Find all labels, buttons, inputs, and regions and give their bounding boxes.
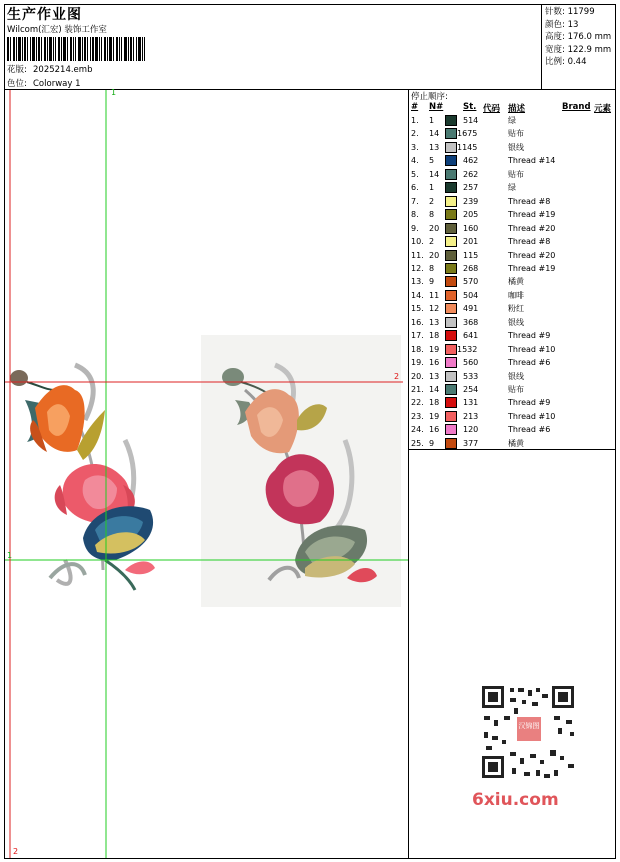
watermark-text: 6xiu.com	[472, 790, 559, 810]
row-index: 12.	[411, 263, 424, 273]
marker-bottom-red: 2	[13, 847, 19, 856]
row-color-swatch	[445, 424, 457, 435]
row-description: Thread #14	[508, 156, 556, 166]
row-stitches: 491	[463, 304, 479, 314]
row-needle: 2	[429, 237, 435, 247]
row-description: 橘黄	[508, 438, 524, 448]
row-description: 绿	[508, 116, 516, 125]
table-row	[409, 317, 615, 330]
row-description: 银线	[508, 317, 524, 327]
row-stitches: 115	[463, 250, 479, 260]
row-stitches: 257	[463, 183, 479, 193]
row-description: Thread #9	[508, 331, 551, 341]
row-color-swatch	[445, 290, 457, 301]
design-scale: 比例: 0.44	[545, 57, 587, 68]
table-row	[409, 182, 615, 195]
row-stitches: 1675	[457, 129, 478, 139]
row-color-swatch	[445, 411, 457, 422]
row-index: 23.	[411, 411, 424, 421]
row-stitches: 268	[463, 263, 479, 273]
row-needle: 12	[429, 304, 440, 314]
table-row	[409, 344, 615, 357]
row-stitches: 262	[463, 169, 479, 179]
row-description: Thread #20	[508, 250, 556, 260]
row-stitches: 160	[463, 223, 479, 233]
row-color-swatch	[445, 155, 457, 166]
table-row	[409, 397, 615, 410]
row-stitches: 514	[463, 116, 479, 125]
row-color-swatch	[445, 330, 457, 341]
row-color-swatch	[445, 209, 457, 220]
row-index: 3.	[411, 142, 419, 152]
row-needle: 13	[429, 142, 440, 152]
row-description: 贴布	[508, 169, 524, 179]
row-needle: 1	[429, 116, 435, 125]
table-row	[409, 276, 615, 289]
table-row	[409, 303, 615, 316]
row-description: Thread #8	[508, 237, 551, 247]
stop-sequence-header	[409, 102, 615, 113]
row-needle: 20	[429, 223, 440, 233]
row-color-swatch	[445, 303, 457, 314]
row-description: 粉红	[508, 304, 524, 314]
row-index: 9.	[411, 223, 419, 233]
row-color-swatch	[445, 276, 457, 287]
row-index: 8.	[411, 210, 419, 220]
row-needle: 19	[429, 344, 440, 354]
row-color-swatch	[445, 384, 457, 395]
table-row	[409, 155, 615, 168]
marker-right-red: 2	[394, 372, 400, 381]
row-index: 1.	[411, 116, 419, 125]
row-color-swatch	[445, 357, 457, 368]
row-index: 5.	[411, 169, 419, 179]
row-index: 13.	[411, 277, 424, 287]
row-description: Thread #9	[508, 398, 551, 408]
row-needle: 5	[429, 156, 435, 166]
color-count: 颜色: 13	[545, 19, 579, 30]
row-description: 橘黄	[508, 277, 524, 287]
colorway-value: Colorway 1	[33, 79, 81, 89]
row-color-swatch	[445, 196, 457, 207]
row-needle: 14	[429, 169, 440, 179]
company-name: Wilcom(汇宏) 装饰工作室	[7, 25, 107, 35]
row-stitches: 504	[463, 290, 479, 300]
table-row	[409, 330, 615, 343]
row-index: 15.	[411, 304, 424, 314]
row-index: 16.	[411, 317, 424, 327]
marker-top-green: 1	[111, 88, 117, 97]
row-needle: 20	[429, 250, 440, 260]
row-needle: 18	[429, 331, 440, 341]
marker-left-green: 1	[7, 551, 13, 560]
row-index: 11.	[411, 250, 424, 260]
row-color-swatch	[445, 250, 457, 261]
embroidery-preview	[5, 90, 408, 858]
row-stitches: 254	[463, 385, 479, 394]
row-needle: 8	[429, 263, 435, 273]
row-needle: 14	[429, 385, 440, 394]
row-needle: 11	[429, 290, 440, 300]
table-row	[409, 236, 615, 249]
row-stitches: 1145	[457, 142, 478, 152]
row-index: 25.	[411, 438, 424, 448]
row-description: 贴布	[508, 129, 524, 139]
row-description: 贴布	[508, 385, 524, 394]
stop-sequence-title: 停止顺序:	[411, 92, 448, 102]
table-row	[409, 371, 615, 384]
row-description: Thread #10	[508, 411, 556, 421]
table-row	[409, 263, 615, 276]
row-stitches: 201	[463, 237, 479, 247]
qr-stamp-text: 汉锦图	[518, 722, 540, 730]
colorway-row	[7, 77, 81, 89]
table-row	[409, 115, 615, 128]
header-stitches: St.	[463, 102, 477, 112]
row-stitches: 377	[463, 438, 479, 448]
row-index: 14.	[411, 290, 424, 300]
table-row	[409, 290, 615, 303]
row-index: 22.	[411, 398, 424, 408]
design-value: 2025214.emb	[33, 65, 93, 75]
row-stitches: 1532	[457, 344, 478, 354]
row-stitches: 368	[463, 317, 479, 327]
row-needle: 8	[429, 210, 435, 220]
design-name-row	[7, 63, 92, 75]
row-needle: 16	[429, 358, 440, 368]
colorway-label: 色位:	[7, 79, 27, 89]
row-stitches: 213	[463, 411, 479, 421]
row-stitches: 239	[463, 196, 479, 206]
header-element: 元素	[594, 104, 612, 114]
row-description: Thread #19	[508, 210, 556, 220]
row-description: Thread #6	[508, 358, 551, 368]
row-color-swatch	[445, 128, 457, 139]
row-stitches: 462	[463, 156, 479, 166]
row-needle: 13	[429, 317, 440, 327]
table-row	[409, 169, 615, 182]
design-label: 花版:	[7, 65, 27, 75]
row-needle: 1	[429, 183, 435, 193]
table-bottom-divider	[409, 449, 615, 450]
qr-code	[470, 680, 586, 790]
table-row	[409, 384, 615, 397]
row-needle: 16	[429, 425, 440, 435]
header-needle: N#	[429, 102, 444, 112]
row-index: 10.	[411, 237, 424, 247]
row-description: 银线	[508, 142, 524, 152]
row-description: Thread #10	[508, 344, 556, 354]
row-needle: 9	[429, 277, 435, 287]
row-stitches: 570	[463, 277, 479, 287]
row-color-swatch	[445, 142, 457, 153]
row-color-swatch	[445, 317, 457, 328]
row-color-swatch	[445, 223, 457, 234]
header-left	[5, 5, 540, 89]
table-row	[409, 424, 615, 437]
row-color-swatch	[445, 397, 457, 408]
row-stitches: 533	[463, 371, 479, 381]
row-color-swatch	[445, 438, 457, 449]
row-color-swatch	[445, 169, 457, 180]
row-index: 17.	[411, 331, 424, 341]
row-index: 6.	[411, 183, 419, 193]
row-index: 24.	[411, 425, 424, 435]
row-stitches: 131	[463, 398, 479, 408]
design-height: 高度: 176.0 mm	[545, 32, 612, 43]
table-row	[409, 223, 615, 236]
row-description: Thread #20	[508, 223, 556, 233]
row-color-swatch	[445, 236, 457, 247]
header-num: #	[411, 102, 419, 112]
design-info-panel	[541, 5, 615, 89]
row-index: 2.	[411, 129, 419, 139]
row-needle: 14	[429, 129, 440, 139]
header-code: 代码	[483, 104, 501, 114]
left-embroidery	[10, 365, 155, 590]
row-stitches: 120	[463, 425, 479, 435]
barcode	[7, 37, 145, 61]
row-index: 4.	[411, 156, 419, 166]
row-stitches: 205	[463, 210, 479, 220]
row-description: 咖啡	[508, 290, 524, 300]
row-description: Thread #6	[508, 425, 551, 435]
design-width: 宽度: 122.9 mm	[545, 44, 612, 55]
row-index: 19.	[411, 358, 424, 368]
row-needle: 18	[429, 398, 440, 408]
design-preview	[5, 90, 409, 858]
row-color-swatch	[445, 263, 457, 274]
table-row	[409, 357, 615, 370]
row-description: Thread #19	[508, 263, 556, 273]
table-row	[409, 209, 615, 222]
table-row	[409, 411, 615, 424]
stitch-count: 针数: 11799	[545, 7, 595, 17]
row-color-swatch	[445, 115, 457, 126]
row-description: 银线	[508, 371, 524, 381]
header-desc: 描述	[508, 104, 526, 114]
row-stitches: 560	[463, 358, 479, 368]
row-color-swatch	[445, 371, 457, 382]
row-index: 7.	[411, 196, 419, 206]
row-index: 20.	[411, 371, 424, 381]
row-needle: 9	[429, 438, 435, 448]
header-brand: Brand	[562, 102, 591, 112]
table-row	[409, 142, 615, 155]
row-needle: 19	[429, 411, 440, 421]
row-index: 18.	[411, 344, 424, 354]
table-row	[409, 196, 615, 209]
row-needle: 2	[429, 196, 435, 206]
row-color-swatch	[445, 344, 457, 355]
page-title: 生产作业图	[7, 7, 82, 23]
row-needle: 13	[429, 371, 440, 381]
row-index: 21.	[411, 385, 424, 394]
row-description: Thread #8	[508, 196, 551, 206]
row-description: 绿	[508, 183, 516, 193]
row-stitches: 641	[463, 331, 479, 341]
row-color-swatch	[445, 182, 457, 193]
table-row	[409, 128, 615, 141]
table-row	[409, 250, 615, 263]
